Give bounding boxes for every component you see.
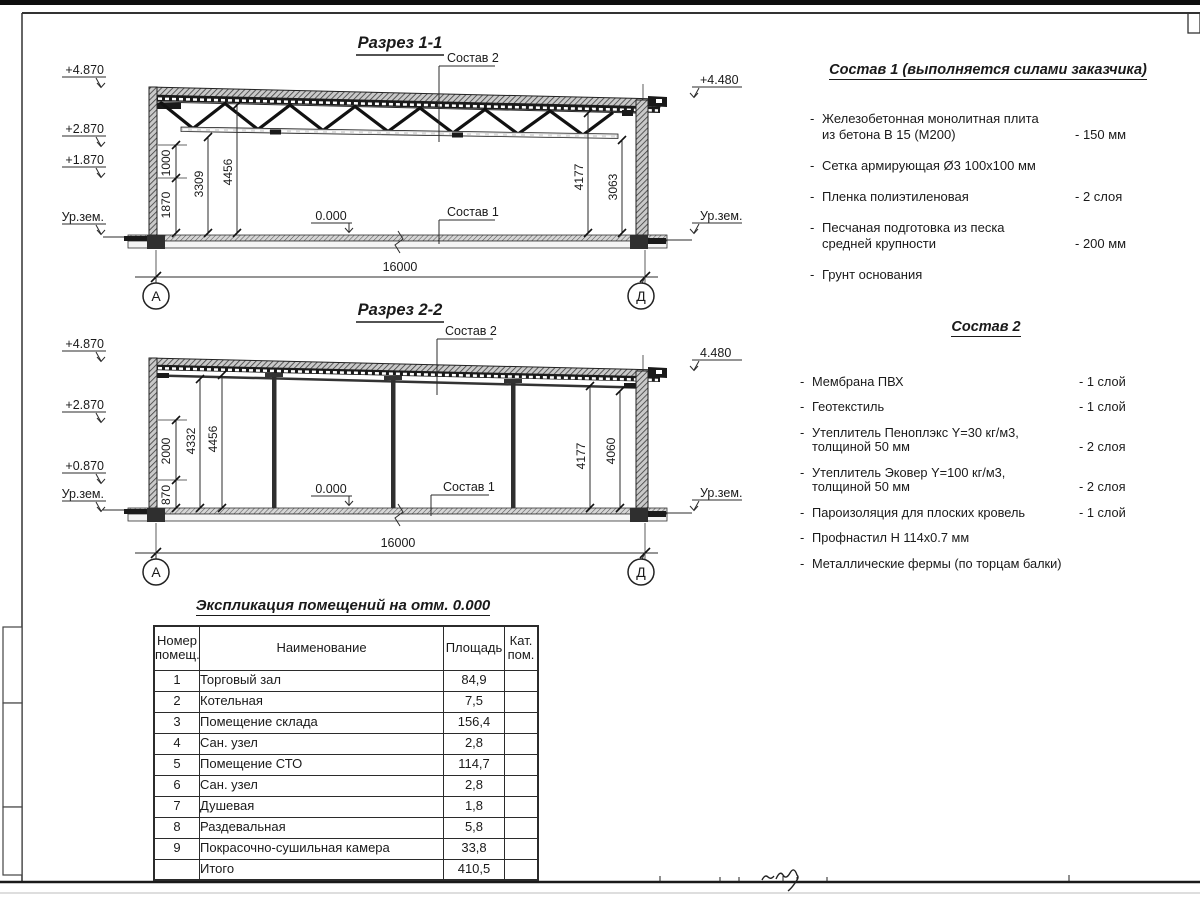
- roof-assembly: [149, 358, 667, 388]
- explication-title: Экспликация помещений на отм. 0.000: [195, 597, 491, 614]
- top-edge-bar: [0, 0, 1200, 5]
- cell-area: 156,4: [444, 712, 505, 733]
- cell-number: 3: [154, 712, 200, 733]
- callout-label: Состав 2: [447, 51, 499, 65]
- sostav-1-title: Состав 1 (выполняется силами заказчика): [829, 62, 1147, 78]
- list-item: - Геотекстиль - 1 слой: [800, 400, 1185, 415]
- item-value: - 1 слой: [1079, 373, 1126, 389]
- table-row: [154, 775, 538, 796]
- dim-4456: 4456: [221, 158, 235, 186]
- elevation-label: +4.870: [65, 337, 104, 351]
- elevation-label: +2.870: [65, 122, 104, 136]
- cell-category: [505, 754, 539, 775]
- list-item: - Утеплитель Эковер Y=100 кг/м3, толщиной 50 мм - 2 слоя: [800, 466, 1185, 495]
- cell-number: 8: [154, 817, 200, 838]
- header-category: Кат. пом.: [505, 626, 539, 670]
- elevation-label: +1.870: [65, 153, 104, 167]
- cell-number: 1: [154, 670, 200, 691]
- left-footing: [147, 508, 165, 522]
- dim-2000: 2000: [159, 437, 173, 465]
- section-2-2: [62, 301, 743, 585]
- item-value: - 2 слоя: [1079, 439, 1126, 454]
- cell-category: [505, 733, 539, 754]
- table-row: [154, 670, 538, 691]
- zero-level-mark: [311, 209, 353, 233]
- list-item: - Мембрана ПВХ - 1 слой: [800, 375, 1185, 390]
- item-value: - 200 мм: [1075, 236, 1127, 251]
- dimensions-vertical: [158, 101, 626, 237]
- sostav-2-title: Состав 2: [951, 319, 1021, 335]
- dim-870: 870: [159, 484, 173, 506]
- cell-area: 5,8: [444, 817, 505, 838]
- span-label: 16000: [382, 260, 418, 274]
- zero-label: 0.000: [315, 209, 347, 223]
- cell-area: 410,5: [444, 859, 505, 880]
- cell-area: 33,8: [444, 838, 505, 859]
- header-room-number: Номер помещ.: [154, 626, 200, 670]
- table-row: [154, 796, 538, 817]
- list-item: - Грунт основания: [810, 267, 923, 282]
- header-area: Площадь: [444, 626, 505, 670]
- table-total-row: [154, 859, 538, 880]
- cell-area: 84,9: [444, 670, 505, 691]
- cell-area: 114,7: [444, 754, 505, 775]
- dim-1000: 1000: [159, 149, 173, 177]
- cell-category: [505, 796, 539, 817]
- cell-area: 2,8: [444, 775, 505, 796]
- section-1-1-title: Разрез 1-1: [357, 34, 443, 52]
- list-item: - Пленка полиэтиленовая - 2 слоя: [810, 189, 1181, 205]
- table-header-row: [154, 626, 538, 670]
- explication-block: [153, 597, 533, 881]
- table-row: [154, 838, 538, 859]
- zero-level-mark: [311, 482, 353, 506]
- item-value: - 1 слой: [1079, 399, 1126, 414]
- list-item: - Профнастил Н 114х0.7 мм: [800, 530, 970, 545]
- axis-bubbles: [143, 553, 654, 585]
- left-wall: [149, 87, 157, 235]
- section-1-1: [62, 34, 743, 309]
- list-item: - Сетка армирующая Ø3 100х100 мм: [810, 158, 1036, 173]
- section-2-2-title: Разрез 2-2: [357, 301, 443, 319]
- callout-label: Состав 1: [443, 480, 495, 494]
- span-dimension: [135, 250, 658, 284]
- table-row: [154, 691, 538, 712]
- header-name: Наименование: [200, 626, 444, 670]
- list-item: - Песчаная подготовка из песка средней крупности - 200 мм: [810, 220, 1181, 252]
- cell-area: 1,8: [444, 796, 505, 817]
- cell-number: 7: [154, 796, 200, 817]
- cell-area: 7,5: [444, 691, 505, 712]
- table-row: [154, 712, 538, 733]
- elevation-label: +4.870: [65, 63, 104, 77]
- zero-label: 0.000: [315, 482, 347, 496]
- table-row: [154, 754, 538, 775]
- elevation-marks-left: [62, 337, 106, 512]
- cell-name: Сан. узел: [200, 775, 444, 796]
- floor-slab: [103, 231, 692, 253]
- right-wall: [636, 100, 648, 235]
- callout-label: Состав 1: [447, 205, 499, 219]
- sostav-2-list: [787, 320, 1185, 582]
- ground-level-label: Ур.зем.: [700, 209, 743, 223]
- cell-name: Помещение СТО: [200, 754, 444, 775]
- cell-category: [505, 691, 539, 712]
- cell-category: [505, 712, 539, 733]
- cell-name: Помещение склада: [200, 712, 444, 733]
- cell-number: 5: [154, 754, 200, 775]
- item-value: - 150 мм: [1075, 127, 1127, 142]
- right-footing: [630, 508, 648, 522]
- axis-a-label: А: [151, 288, 161, 304]
- cell-name: Торговый зал: [200, 670, 444, 691]
- dim-3063: 3063: [606, 173, 620, 201]
- dim-4456: 4456: [206, 425, 220, 453]
- dim-1870: 1870: [159, 191, 173, 219]
- axis-d-label: Д: [636, 564, 646, 580]
- span-dimension: [135, 523, 658, 559]
- axis-a-label: А: [151, 564, 161, 580]
- callout-label: Состав 2: [445, 324, 497, 338]
- elevation-label: +0.870: [65, 459, 104, 473]
- item-value: - 2 слоя: [1079, 479, 1126, 494]
- cell-name: Котельная: [200, 691, 444, 712]
- item-value: - 1 слой: [1079, 504, 1126, 520]
- dim-4332: 4332: [184, 427, 198, 455]
- explication-table: [153, 625, 539, 881]
- right-wall: [636, 371, 648, 508]
- title-block-remnant: [660, 870, 1069, 891]
- cell-category: [505, 817, 539, 838]
- ground-level-label: Ур.зем.: [61, 210, 104, 224]
- span-label: 16000: [380, 536, 416, 550]
- cell-name: Покрасочно-сушильная камера: [200, 838, 444, 859]
- elevation-label: 4.480: [700, 346, 732, 360]
- cell-number: 6: [154, 775, 200, 796]
- cell-number: 9: [154, 838, 200, 859]
- frame-margin-boxes: [3, 627, 22, 875]
- list-item: - Пароизоляция для плоских кровель - 1 слой: [800, 506, 1185, 521]
- frame-corner-box: [1188, 13, 1200, 33]
- cell-area: 2,8: [444, 733, 505, 754]
- right-footing: [630, 235, 648, 249]
- elevation-marks-right: [690, 346, 742, 511]
- dim-4060: 4060: [604, 437, 618, 465]
- cell-category: [505, 838, 539, 859]
- elevation-label: +4.480: [700, 73, 739, 87]
- dim-4177: 4177: [574, 442, 588, 470]
- cell-number: [154, 859, 200, 880]
- list-item: - Железобетонная монолитная плита из бетона В 15 (М200) - 150 мм: [810, 111, 1181, 143]
- table-row: [154, 733, 538, 754]
- ground-level-label: Ур.зем.: [700, 486, 743, 500]
- cell-category: [505, 670, 539, 691]
- dim-4177: 4177: [572, 163, 586, 191]
- list-item: - Металлические фермы (по торцам балки): [800, 555, 1062, 571]
- axis-d-label: Д: [636, 288, 646, 304]
- cell-number: 2: [154, 691, 200, 712]
- elevation-marks-right: [690, 73, 742, 234]
- dim-3309: 3309: [192, 170, 206, 198]
- left-wall: [149, 358, 157, 508]
- cell-name: Душевая: [200, 796, 444, 817]
- cell-category: [505, 859, 539, 880]
- cell-number: 4: [154, 733, 200, 754]
- elevation-label: +2.870: [65, 398, 104, 412]
- cell-name: Сан. узел: [200, 733, 444, 754]
- cell-category: [505, 775, 539, 796]
- sostav-1-list: [795, 62, 1181, 298]
- elevation-marks-left: [62, 63, 106, 235]
- list-item: - Утеплитель Пеноплэкс Y=30 кг/м3, толщиной 50 мм - 2 слоя: [800, 426, 1185, 455]
- signature-scribble: [762, 870, 798, 891]
- item-value: - 2 слоя: [1075, 189, 1123, 204]
- cell-name: Итого: [200, 859, 444, 880]
- table-row: [154, 817, 538, 838]
- roof-assembly: [149, 87, 667, 113]
- ground-level-label: Ур.зем.: [61, 487, 104, 501]
- cell-name: Раздевальная: [200, 817, 444, 838]
- floor-slab: [103, 504, 692, 526]
- left-footing: [147, 235, 165, 249]
